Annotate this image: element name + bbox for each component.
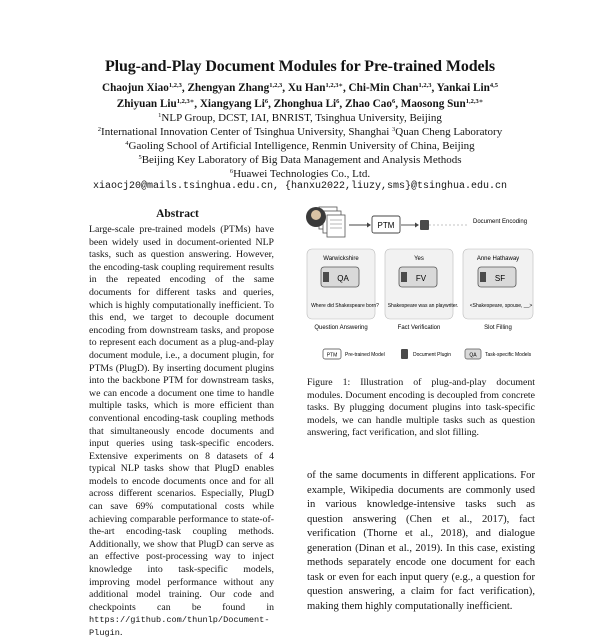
author-line-1: Chaojun Xiao$^{1,2,3}$, Zhengyan Zhang$^{1,2,3}$, Xu Han$^{1,2,3∗}$, Chi-Min Chan$^{1,2,3}$, Yankai Lin$^{4,5}$ bbox=[102, 82, 498, 94]
author-emails: xiaocj20@mails.tsinghua.edu.cn, {hanxu2022,liuzy,sms}@tsinghua.edu.cn bbox=[92, 181, 508, 192]
figure-1-illustration bbox=[305, 203, 537, 371]
model-label: FV bbox=[415, 274, 427, 283]
legend-task-text: Task-specific Models bbox=[485, 352, 532, 358]
query-text: <Shakespeare, spouse, __> bbox=[469, 303, 533, 309]
query-text: Shakespeare was an playwriter. bbox=[387, 303, 459, 309]
affiliation-4: $^4$Gaoling School of Artificial Intelligence, Renmin University of China, Beijing bbox=[125, 140, 475, 152]
answer-text: Anne Hathaway bbox=[476, 256, 520, 262]
plugin-icon bbox=[323, 272, 329, 282]
ptm-label: PTM bbox=[377, 221, 395, 230]
query-text: Where did Shakespeare born? bbox=[311, 303, 379, 309]
author: Chaojun Xiao$^{1,2,3}$ bbox=[102, 82, 182, 94]
abstract-heading: Abstract bbox=[156, 208, 199, 220]
task-label: Slot Filling bbox=[484, 325, 512, 331]
legend-ptm-text: Pre-trained Model bbox=[345, 352, 385, 358]
answer-text: Warwickshire bbox=[323, 256, 359, 262]
affiliation-6: $^6$Huawei Technologies Co., Ltd. bbox=[229, 168, 371, 180]
panel-question-answering bbox=[307, 249, 379, 319]
affiliation-1: $^1$NLP Group, DCST, IAI, BNRIST, Tsinghua University, Beijing bbox=[158, 112, 442, 124]
model-label: SF bbox=[494, 274, 506, 283]
legend-plugin-icon bbox=[401, 349, 408, 359]
author: Zhiyuan Liu$^{1,2,3∗}$ bbox=[116, 98, 195, 110]
answer-text: Yes bbox=[414, 256, 424, 262]
document-encoding-label: Document Encoding bbox=[473, 219, 528, 225]
plugin-icon bbox=[401, 272, 407, 282]
legend-ptm-tag: PTM bbox=[326, 352, 338, 359]
plugin-icon bbox=[420, 220, 429, 230]
shakespeare-portrait-icon bbox=[306, 207, 326, 227]
affiliation-5: $^5$Beijing Key Laboratory of Big Data Management and Analysis Methods bbox=[138, 154, 462, 166]
affiliation-2-3: $^2$International Innovation Center of Tsinghua University, Shanghai $^3$Quan Cheng Laboratory bbox=[97, 126, 503, 138]
author: Xiangyang Li$^6$ bbox=[199, 98, 269, 110]
author: Xu Han$^{1,2,3∗}$ bbox=[287, 82, 343, 94]
panel-fact-verification bbox=[385, 249, 458, 319]
arrow-head bbox=[367, 223, 371, 228]
author: Maosong Sun$^{1,2,3∗}$ bbox=[400, 98, 484, 110]
legend-plugin-text: Document Plugin bbox=[413, 352, 452, 358]
task-label: Fact Verification bbox=[397, 325, 441, 331]
author: Zhao Cao$^6$ bbox=[345, 98, 396, 110]
paper-title: Plug-and-Play Document Modules for Pre-trained Models bbox=[104, 58, 496, 75]
figure-legend bbox=[323, 349, 532, 359]
plugin-icon bbox=[480, 272, 486, 282]
legend-task-tag: QA bbox=[469, 352, 477, 359]
intro-paragraph: of the same documents in different applications. For example, Wikipedia documents are commonly used in various knowledge-intensive tasks such as question answering (Chen et al., 2017), fact verification (Thorne et al., 2018), and dialogue generation (Dinan et al., 2019). In this case, existing methods separately encode one document for each task or even for each input query (e.g., a question for question answering, a claim for fact verification), making them highly computationally inefficient. bbox=[307, 470, 535, 612]
code-link[interactable]: https://github.com/thunlp/Document-Plugin bbox=[89, 615, 270, 638]
model-label: QA bbox=[337, 274, 349, 283]
author-line-2: Zhiyuan Liu$^{1,2,3∗}$, Xiangyang Li$^6$, Zhonghua Li$^6$, Zhao Cao$^6$, Maosong Sun$^{1,2,3∗}$ bbox=[116, 98, 484, 110]
author-list bbox=[30, 79, 570, 111]
author: Chi-Min Chan$^{1,2,3}$ bbox=[348, 82, 432, 94]
author: Yankai Lin$^{4,5}$ bbox=[436, 82, 498, 94]
figure-caption: Figure 1: Illustration of plug-and-play document modules. Document encoding is decoupled from concrete tasks. By plugging document plugins into task-specific models, we can handle multiple tasks such as question answering, fact verification, and slot filling. bbox=[307, 377, 535, 438]
abstract-body: Large-scale pre-trained models (PTMs) have been widely used in document-oriented NLP tasks, such as question answering. However, the encoding-task coupling requirement results in the repeated encoding of the same documents for different tasks and queries, which is highly computationally inefficient. To this end, we target to decouple document encoding from downstream tasks, and propose to represent each document as a plug-and-play document module, i.e., a document plugin, for PTMs (PlugD). By inserting document plugins into the backbone PTM for downstream tasks, we can encode a document one time to handle multiple tasks, which is more efficient than conventional encoding-task coupling methods that simultaneously encode documents and input queries using task-specific encoders. Extensive experiments on 8 datasets of 4 typical NLP tasks show that PlugD enables models to encode documents once and for all across different scenarios. Especially, PlugD can save 69% computational costs while achieving comparable performance to state-of-the-art encoding-task coupling methods. Additionally, we show that PlugD can serve as an effective post-processing way to inject knowledge into task-specific models, improving model performance without any additional model training. Our code and checkpoints can be found in https://github.com/thunlp/Document-Plugin. bbox=[89, 224, 274, 638]
author: Zhonghua Li$^6$ bbox=[273, 98, 340, 110]
arrow-head bbox=[415, 223, 419, 228]
panel-slot-filling bbox=[463, 249, 533, 319]
author: Zhengyan Zhang$^{1,2,3}$ bbox=[187, 82, 283, 94]
task-label: Question Answering bbox=[314, 325, 368, 331]
